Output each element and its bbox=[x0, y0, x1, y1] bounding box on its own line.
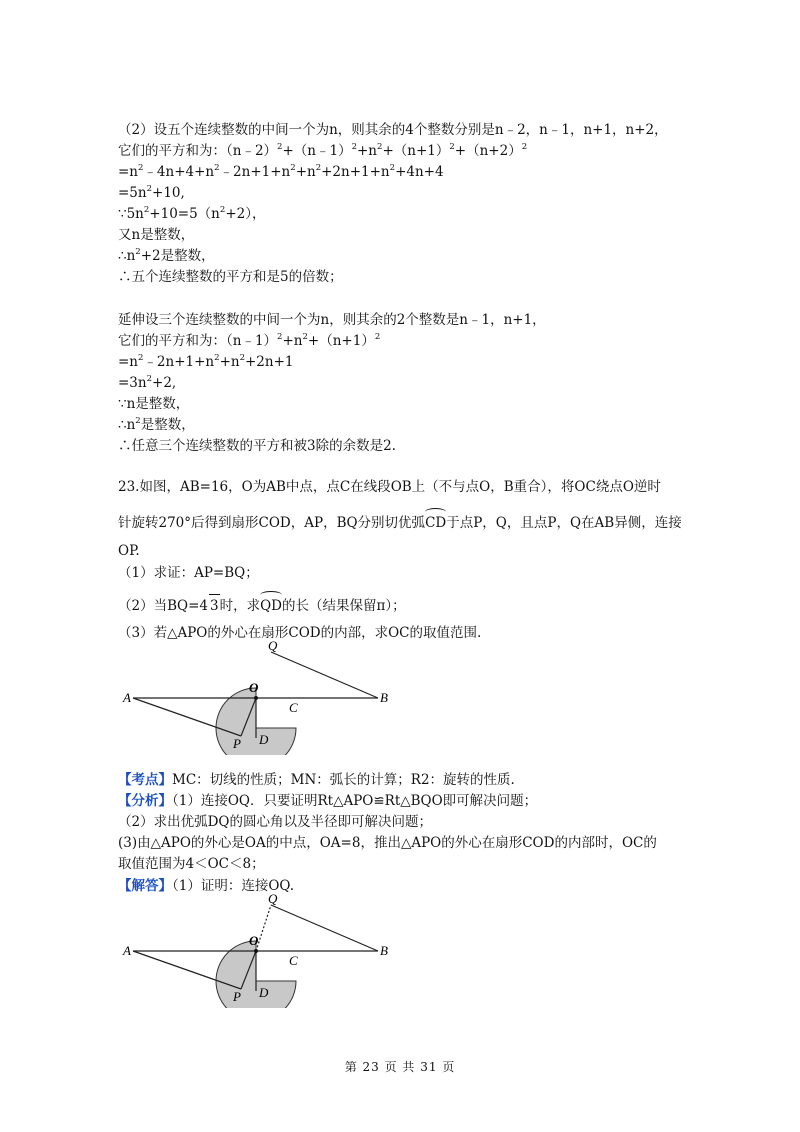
subquestion-2: （2）当BQ=4 3时，求QD的长（结果保留π）； bbox=[118, 591, 406, 617]
text-line: ∵n是整数， bbox=[118, 396, 190, 412]
fenxi-tag: 【分析】 bbox=[118, 793, 172, 809]
text-line: $=n^2﹣4n+4+n^2﹣2n+1+n^2+n^2+2n+1+n^2+4n+4$ bbox=[118, 163, 444, 180]
kaodian-tag: 【考点】 bbox=[118, 772, 172, 788]
label-q: Q bbox=[268, 640, 278, 653]
label-b: B bbox=[380, 690, 388, 705]
label-d: D bbox=[259, 985, 269, 1000]
page-footer: 第 23 页 共 31 页 bbox=[344, 1060, 456, 1074]
label-c: C bbox=[289, 700, 298, 715]
text-line: 它们的平方和为：$(n﹣2)^2+(n﹣1)^2+n^2+(n+1)^2+(n+2)^2$ bbox=[118, 142, 528, 159]
text-line: (3)由△APO的外心是OA的中点，OA=8，推出△APO的外心在扇形COD的内部时，OC的 bbox=[118, 835, 657, 851]
text-line: ∴任意三个连续整数的平方和被3除的余数是2. bbox=[118, 438, 396, 454]
question-23-line: OP. bbox=[118, 543, 140, 559]
text-line: $=3n^2+2$, bbox=[118, 374, 177, 391]
text-line: $\therefore n^2+2$是整数， bbox=[118, 247, 215, 264]
label-a: A bbox=[123, 943, 131, 958]
text-line: 又n是整数， bbox=[118, 227, 195, 243]
label-q: Q bbox=[268, 893, 278, 906]
text-line: 它们的平方和为：$(n﹣1)^2+n^2+(n+1)^2$ bbox=[118, 332, 381, 349]
label-c: C bbox=[289, 953, 298, 968]
arc-cd: CD bbox=[425, 508, 446, 534]
label-a: A bbox=[123, 690, 131, 705]
segment-bq bbox=[271, 652, 378, 698]
fenxi-line: 【分析】（1）连接OQ．只要证明Rt△APO≌Rt△BQO即可解决问题； bbox=[118, 793, 538, 809]
text-line: 取值范围为4＜OC＜8； bbox=[118, 856, 265, 872]
jieda-line: 【解答】（1）证明：连接OQ. bbox=[118, 878, 295, 894]
geometry-figure-solution bbox=[118, 893, 398, 1008]
text-line: （2）设五个连续整数的中间一个为n，则其余的4个整数分别是n﹣2，n﹣1，n+1，n+2， bbox=[118, 122, 668, 138]
text-line: 延伸设三个连续整数的中间一个为n，则其余的2个整数是n﹣1，n+1， bbox=[118, 312, 546, 328]
point-o bbox=[254, 696, 258, 700]
text-line: $=5n^2+10$, bbox=[118, 184, 185, 201]
question-23-line: 23.如图，AB=16，O为AB中点，点C在线段OB上（不与点O，B重合），将OC绕点O逆时 bbox=[118, 479, 661, 495]
label-d: D bbox=[259, 732, 269, 747]
text-line: ∴五个连续整数的平方和是5的倍数； bbox=[118, 269, 343, 285]
question-23-line: 针旋转270°后得到扇形COD，AP，BQ分别切优弧CD于点P，Q，且点P，Q在AB异侧，连接 bbox=[118, 508, 682, 534]
label-p: P bbox=[233, 736, 241, 751]
subquestion-1: （1）求证：AP=BQ； bbox=[118, 565, 259, 581]
text-line: （2）求出优弧DQ的圆心角以及半径即可解决问题； bbox=[118, 814, 432, 830]
arc-qd: QD bbox=[260, 591, 282, 617]
segment-bq bbox=[271, 905, 378, 951]
geometry-figure bbox=[118, 640, 398, 755]
jieda-tag: 【解答】 bbox=[118, 878, 172, 894]
label-o: O bbox=[249, 680, 259, 695]
label-o: O bbox=[249, 933, 259, 948]
text-line: $\because 5n^2+10=5(n^2+2)$， bbox=[118, 205, 266, 222]
text-line: $\therefore n^2$是整数， bbox=[118, 416, 195, 433]
point-o bbox=[254, 949, 258, 953]
label-b: B bbox=[380, 943, 388, 958]
subquestion-3: （3）若△APO的外心在扇形COD的内部，求OC的取值范围. bbox=[118, 625, 482, 641]
sqrt-3: 3 bbox=[209, 594, 220, 617]
label-p: P bbox=[233, 989, 241, 1004]
text-line: $=n^2﹣2n+1+n^2+n^2+2n+1$ bbox=[118, 353, 294, 370]
kaodian-line: 【考点】MC：切线的性质；MN：弧长的计算；R2：旋转的性质. bbox=[118, 772, 515, 788]
